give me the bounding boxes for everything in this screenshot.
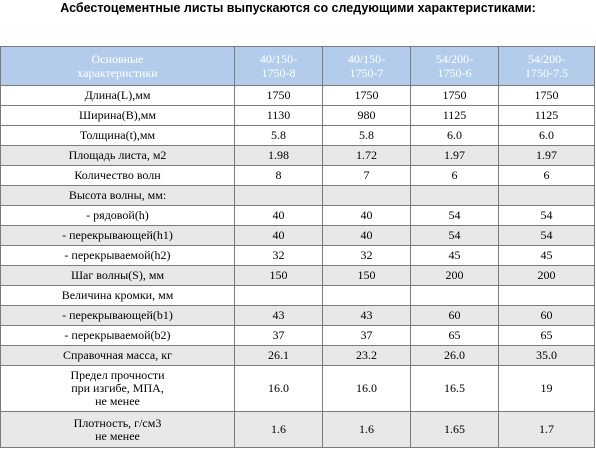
table-cell: 6 (411, 166, 499, 186)
row-label: Длина(L),мм (1, 86, 235, 106)
table-cell: 16.5 (411, 366, 499, 412)
table-cell: 54 (499, 226, 595, 246)
table-cell: 65 (411, 326, 499, 346)
table-cell: 16.0 (235, 366, 323, 412)
table-cell: 35.0 (499, 346, 595, 366)
row-label: Площадь листа, м2 (1, 146, 235, 166)
table-cell: 54 (411, 206, 499, 226)
table-row (1, 286, 595, 306)
table-cell: 1125 (499, 106, 595, 126)
table-cell: 23.2 (323, 346, 411, 366)
table-cell: 43 (323, 306, 411, 326)
table-cell: 1750 (235, 86, 323, 106)
table-cell: 1.72 (323, 146, 411, 166)
table-cell: 1.97 (499, 146, 595, 166)
table-cell: 43 (235, 306, 323, 326)
table-row (1, 306, 595, 326)
table-cell: 40 (323, 226, 411, 246)
header-cell: 40/150- 1750-8 (235, 47, 323, 86)
table-cell: 32 (235, 246, 323, 266)
table-cell: 1.65 (411, 412, 499, 448)
table-cell: 7 (323, 166, 411, 186)
table-cell: 40 (235, 226, 323, 246)
table-cell: 16.0 (323, 366, 411, 412)
table-cell: 1750 (323, 86, 411, 106)
row-label: - перекрывающей(h1) (1, 226, 235, 246)
table-cell: 6 (499, 166, 595, 186)
table-row (1, 226, 595, 246)
table-cell: 60 (499, 306, 595, 326)
table-row (1, 412, 595, 448)
table-cell: 5.8 (323, 126, 411, 146)
table-cell (235, 286, 323, 306)
table-cell: 200 (411, 266, 499, 286)
header-cell: 54/200- 1750-6 (411, 47, 499, 86)
row-label: Толщина(t),мм (1, 126, 235, 146)
row-label: Величина кромки, мм (1, 286, 235, 306)
table-header-row (1, 47, 595, 86)
table-cell: 45 (411, 246, 499, 266)
table-cell: 65 (499, 326, 595, 346)
row-label: - рядовой(h) (1, 206, 235, 226)
table-row (1, 106, 595, 126)
table-row (1, 326, 595, 346)
table-cell: 1750 (411, 86, 499, 106)
table-cell (323, 286, 411, 306)
table-cell: 26.0 (411, 346, 499, 366)
table-cell (411, 286, 499, 306)
table-cell: 200 (499, 266, 595, 286)
table-cell: 40 (235, 206, 323, 226)
table-cell: 32 (323, 246, 411, 266)
table-cell: 5.8 (235, 126, 323, 146)
page-title: Асбестоцементные листы выпускаются со следующими характеристиками: (60, 1, 536, 15)
row-label: - перекрывающей(b1) (1, 306, 235, 326)
table-cell: 6.0 (411, 126, 499, 146)
row-label: Шаг волны(S), мм (1, 266, 235, 286)
table-cell: 60 (411, 306, 499, 326)
row-label: - перекрываемой(h2) (1, 246, 235, 266)
table-row (1, 146, 595, 166)
table-cell: 37 (235, 326, 323, 346)
table-row (1, 246, 595, 266)
table-cell: 1750 (499, 86, 595, 106)
row-label: Предел прочности при изгибе, МПА, не менее (1, 366, 235, 412)
table-cell (235, 186, 323, 206)
table-cell (323, 186, 411, 206)
table-cell: 6.0 (499, 126, 595, 146)
table-cell: 1.6 (235, 412, 323, 448)
table-row (1, 126, 595, 146)
table-cell: 19 (499, 366, 595, 412)
row-label: Ширина(B),мм (1, 106, 235, 126)
table-cell (499, 286, 595, 306)
table-row (1, 346, 595, 366)
table-cell: 37 (323, 326, 411, 346)
table-cell: 40 (323, 206, 411, 226)
table-cell: 8 (235, 166, 323, 186)
table-row (1, 206, 595, 226)
table-cell: 1.97 (411, 146, 499, 166)
header-cell: Основные характеристики (1, 47, 235, 86)
table-row (1, 366, 595, 412)
table-cell: 1125 (411, 106, 499, 126)
table-cell: 54 (499, 206, 595, 226)
row-label: Плотность, г/см3 не менее (1, 412, 235, 448)
table-cell: 26.1 (235, 346, 323, 366)
table-row (1, 266, 595, 286)
row-label: Высота волны, мм: (1, 186, 235, 206)
table-cell: 45 (499, 246, 595, 266)
characteristics-table (0, 46, 595, 448)
table-cell: 1130 (235, 106, 323, 126)
header-cell: 54/200- 1750-7.5 (499, 47, 595, 86)
table-row (1, 186, 595, 206)
table-cell: 150 (323, 266, 411, 286)
row-label: Количество волн (1, 166, 235, 186)
table-cell (499, 186, 595, 206)
table-cell (411, 186, 499, 206)
table-cell: 150 (235, 266, 323, 286)
row-label: Справочная масса, кг (1, 346, 235, 366)
table-row (1, 166, 595, 186)
row-label: - перекрываемой(b2) (1, 326, 235, 346)
table-cell: 1.98 (235, 146, 323, 166)
table-cell: 54 (411, 226, 499, 246)
table-cell: 1.6 (323, 412, 411, 448)
table-cell: 980 (323, 106, 411, 126)
table-row (1, 86, 595, 106)
table-cell: 1.7 (499, 412, 595, 448)
header-cell: 40/150- 1750-7 (323, 47, 411, 86)
